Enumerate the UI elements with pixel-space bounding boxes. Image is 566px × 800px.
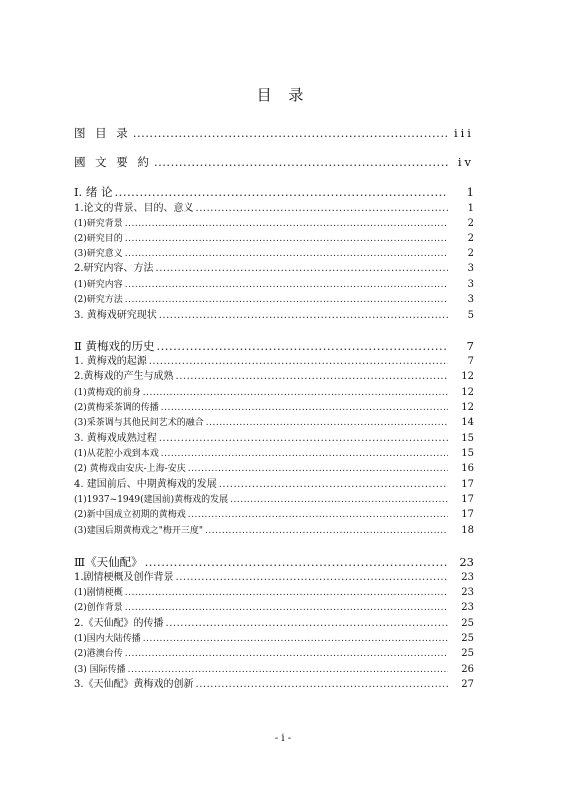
toc-leader-dots bbox=[206, 416, 448, 430]
toc-entry-page: 15 bbox=[461, 433, 474, 444]
toc-entry[interactable] bbox=[74, 202, 474, 216]
toc-entry-label: (1)研究内容 bbox=[74, 280, 123, 290]
toc-entry-label: (1)黄梅戏的前身 bbox=[74, 388, 141, 398]
toc-leader-dots bbox=[125, 247, 448, 261]
toc-entry[interactable] bbox=[74, 462, 474, 476]
toc-entry[interactable] bbox=[74, 493, 474, 507]
toc-leader-dots bbox=[159, 432, 448, 446]
toc-entry[interactable] bbox=[74, 647, 474, 661]
toc-entry-label: (3)采茶调与其他民间艺术的融合 bbox=[74, 418, 204, 428]
toc-entry-label: (1)1937~1949(建国前)黄梅戏的发展 bbox=[74, 495, 229, 505]
toc-entry[interactable] bbox=[74, 678, 474, 692]
toc-entry-page: 12 bbox=[461, 402, 474, 413]
toc-entry[interactable] bbox=[74, 185, 474, 199]
toc-entry-label: (1)从花腔小戏到本戏 bbox=[74, 449, 159, 459]
toc-leader-dots bbox=[188, 508, 448, 522]
toc-entry-label: 2.《天仙配》的传播 bbox=[74, 618, 164, 629]
toc-entry[interactable] bbox=[74, 601, 474, 615]
toc-entry[interactable] bbox=[74, 232, 474, 246]
toc-leader-dots bbox=[125, 278, 448, 292]
page-title: 目 录 bbox=[256, 86, 310, 104]
toc-entry-page: 17 bbox=[461, 509, 474, 520]
page-footer: - i - bbox=[274, 733, 292, 744]
toc-entry[interactable] bbox=[74, 293, 474, 307]
toc-entry-page: 1 bbox=[466, 185, 474, 199]
toc-entry[interactable] bbox=[74, 478, 474, 492]
toc-entry-page: 25 bbox=[461, 648, 474, 659]
toc-entry[interactable] bbox=[74, 432, 474, 446]
toc-entry-page: 2 bbox=[467, 248, 474, 259]
toc-entry[interactable] bbox=[74, 447, 474, 461]
toc-leader-dots bbox=[145, 555, 448, 569]
toc-entry-page: 25 bbox=[461, 618, 474, 629]
toc-entry-label: (1)研究背景 bbox=[74, 219, 123, 229]
toc-entry-page: 23 bbox=[461, 602, 474, 613]
toc-entry[interactable] bbox=[74, 262, 474, 276]
toc-leader-dots bbox=[188, 462, 448, 476]
toc-entry-label: 2.研究内容、方法 bbox=[74, 263, 154, 274]
toc-leader-dots bbox=[219, 478, 448, 492]
toc-entry-label: (3) 国际传播 bbox=[74, 665, 126, 675]
toc-leader-dots bbox=[125, 601, 448, 615]
toc-entry-page: 25 bbox=[461, 633, 474, 644]
toc-entry[interactable] bbox=[74, 555, 474, 569]
toc-entry[interactable] bbox=[74, 355, 474, 369]
toc-entry-label: Ⅱ 黄梅戏的历史 bbox=[74, 339, 155, 353]
toc-entry-label: Ⅰ. 绪 论 bbox=[74, 185, 113, 199]
toc-leader-dots bbox=[176, 370, 448, 384]
toc-leader-dots bbox=[161, 447, 448, 461]
toc-entry-label: 1.论文的背景、目的、意义 bbox=[74, 203, 194, 214]
toc-entry[interactable] bbox=[74, 617, 474, 631]
toc-entry[interactable] bbox=[74, 571, 474, 585]
toc-entry-page: 23 bbox=[461, 572, 474, 583]
toc-entry-page: 7 bbox=[466, 339, 474, 353]
toc-leader-dots bbox=[161, 401, 448, 415]
toc-entry[interactable] bbox=[74, 586, 474, 600]
toc-entry[interactable] bbox=[74, 370, 474, 384]
toc-entry-page: 12 bbox=[461, 371, 474, 382]
toc-entry-page: 5 bbox=[467, 310, 474, 321]
toc-entry-page: 27 bbox=[461, 679, 474, 690]
toc-entry-label: 國 文 要 約 bbox=[74, 155, 152, 169]
toc-entry-page: 3 bbox=[467, 263, 474, 274]
toc-leader-dots bbox=[159, 309, 448, 323]
toc-entry[interactable] bbox=[74, 524, 474, 538]
toc-leader-dots bbox=[125, 232, 448, 246]
toc-entry-page: 7 bbox=[467, 356, 474, 367]
toc-entry[interactable] bbox=[74, 632, 474, 646]
toc-entry[interactable] bbox=[74, 339, 474, 353]
toc-entry-page: 1 bbox=[467, 203, 474, 214]
toc-entry-label: (3)研究意义 bbox=[74, 249, 123, 259]
toc-entry-page: 17 bbox=[461, 494, 474, 505]
toc-entry[interactable] bbox=[74, 155, 474, 169]
toc-leader-dots bbox=[125, 293, 448, 307]
toc-entry[interactable] bbox=[74, 508, 474, 522]
toc-entry-page: 18 bbox=[461, 525, 474, 536]
toc-entry-label: (2)创作背景 bbox=[74, 603, 123, 613]
toc-entry-label: Ⅲ《天仙配》 bbox=[74, 555, 143, 569]
toc-leader-dots bbox=[196, 678, 448, 692]
toc-entry-label: (2)研究目的 bbox=[74, 234, 123, 244]
toc-entry-label: (2)港澳台传 bbox=[74, 649, 123, 659]
toc-entry[interactable] bbox=[74, 309, 474, 323]
toc-entry[interactable] bbox=[74, 663, 474, 677]
toc-leader-dots bbox=[125, 586, 448, 600]
toc-leader-dots bbox=[128, 663, 448, 677]
toc-entry-page: 23 bbox=[459, 555, 474, 569]
toc-entry-label: 图 目 录 bbox=[74, 126, 131, 140]
toc-leader-dots bbox=[230, 493, 448, 507]
toc-entry-page: 2 bbox=[467, 233, 474, 244]
toc-leader-dots bbox=[125, 217, 448, 231]
toc-leader-dots bbox=[154, 155, 448, 169]
toc-entry-page: 17 bbox=[461, 479, 474, 490]
toc-entry-page: 3 bbox=[467, 279, 474, 290]
toc-entry-page: 3 bbox=[467, 294, 474, 305]
toc-leader-dots bbox=[196, 202, 448, 216]
toc-leader-dots bbox=[205, 524, 448, 538]
toc-entry[interactable] bbox=[74, 416, 474, 430]
toc-leader-dots bbox=[133, 126, 448, 140]
toc-entry-label: (2)黄梅采茶调的传播 bbox=[74, 403, 159, 413]
toc-entry-page: iv bbox=[457, 155, 474, 169]
toc-entry-label: (3)建国后期黄梅戏之"梅开三度" bbox=[74, 526, 204, 536]
toc-entry-page: 14 bbox=[461, 417, 474, 428]
toc-entry-page: 2 bbox=[467, 218, 474, 229]
toc-leader-dots bbox=[166, 617, 448, 631]
toc-entry-label: 2.黄梅戏的产生与成熟 bbox=[74, 371, 174, 382]
toc-leader-dots bbox=[125, 647, 448, 661]
toc-entry-page: 26 bbox=[461, 664, 474, 675]
toc-entry-page: iii bbox=[453, 126, 474, 140]
toc-entry-label: (1)剧情梗概 bbox=[74, 588, 123, 598]
toc-leader-dots bbox=[176, 571, 448, 585]
toc-entry[interactable] bbox=[74, 217, 474, 231]
toc-entry-label: 3.《天仙配》黄梅戏的创新 bbox=[74, 679, 194, 690]
toc-entry[interactable] bbox=[74, 386, 474, 400]
toc-leader-dots bbox=[143, 632, 448, 646]
toc-entry-label: 3. 黄梅戏成熟过程 bbox=[74, 433, 157, 444]
toc-leader-dots bbox=[143, 386, 448, 400]
toc-entry[interactable] bbox=[74, 401, 474, 415]
toc-entry-page: 12 bbox=[461, 387, 474, 398]
toc-entry-page: 15 bbox=[461, 448, 474, 459]
toc-entry[interactable] bbox=[74, 126, 474, 140]
toc-entry-page: 23 bbox=[461, 587, 474, 598]
toc-entry-label: 1. 黄梅戏的起源 bbox=[74, 356, 147, 367]
toc-leader-dots bbox=[156, 339, 448, 353]
toc-entry-label: (2)新中国成立初期的黄梅戏 bbox=[74, 510, 186, 520]
toc-entry-label: 4. 建国前后、中期黄梅戏的发展 bbox=[74, 479, 217, 490]
toc-entry[interactable] bbox=[74, 278, 474, 292]
toc-leader-dots bbox=[156, 262, 448, 276]
toc-entry-label: (2) 黄梅戏由安庆-上海-安庆 bbox=[74, 464, 186, 474]
toc-entry-page: 16 bbox=[461, 463, 474, 474]
toc-entry-label: 1.剧情梗概及创作背景 bbox=[74, 572, 174, 583]
toc-entry-label: (1)国内大陆传播 bbox=[74, 634, 141, 644]
toc-leader-dots bbox=[149, 355, 448, 369]
toc-entry-label: (2)研究方法 bbox=[74, 295, 123, 305]
toc-entry-label: 3. 黄梅戏研究现状 bbox=[74, 310, 157, 321]
toc-leader-dots bbox=[115, 185, 448, 199]
toc-entry[interactable] bbox=[74, 247, 474, 261]
